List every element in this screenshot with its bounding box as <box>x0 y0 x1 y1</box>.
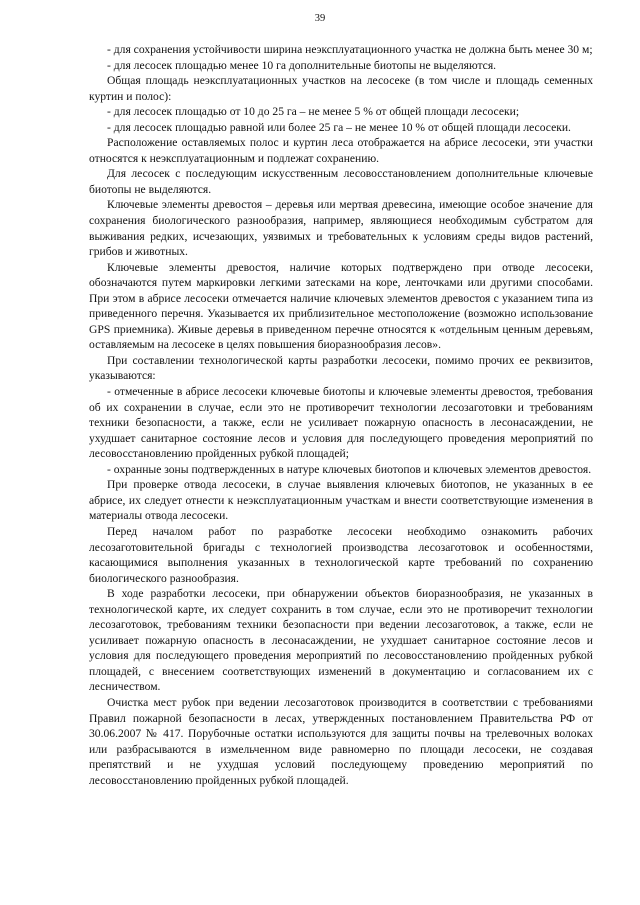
paragraph-tech-map-biotopes: - отмеченные в абрисе лесосеки ключевые биотопы и ключевые элементы древостоя, требования об их сохранении в случае, если это не противоречит технологии лесозаготовки и требованиям техники безопасности, а также, если не усиливает пожарную опасность в лесонасаждении, не ухудшает санитарное состояние лесов и условия для последующего проведения мероприятий по лесовосстановлению пройденных рубкой площадей; <box>89 385 593 461</box>
paragraph-tech-map-heading: При составлении технологической карты разработки лесосеки, помимо прочих ее реквизитов, указываются: <box>89 353 593 383</box>
paragraph-artificial-reforestation: Для лесосек с последующим искусственным лесовосстановлением дополнительные ключевые биотопы не выделяются. <box>89 167 593 196</box>
page-number: 39 <box>314 13 326 24</box>
paragraph-key-elements-definition: Ключевые элементы древостоя – деревья или мертвая древесина, имеющие особое значение для сохранения биологического разнообразия, например, являющиеся необходимым субстратом для выживания редких, исчезающих, уязвимых и требовательных к условиям среды видов растений, грибов и животных. <box>89 198 593 259</box>
document-body <box>89 42 593 788</box>
paragraph-area-25-plus: - для лесосек площадью равной или более 25 га – не менее 10 % от общей площади лесосеки. <box>107 120 571 134</box>
paragraph-width-rule: - для сохранения устойчивости ширина неэксплуатационного участка не должна быть менее 30 м; <box>107 43 593 56</box>
paragraph-strip-location: Расположение оставляемых полос и куртин леса отображается на абрисе лесосеки, эти участки относятся к неэксплуатационным и подлежат сохранению. <box>89 136 593 165</box>
paragraph-key-elements-marking: Ключевые элементы древостоя, наличие которых подтверждено при отводе лесосеки, обозначаются путем маркировки легкими затесками на коре, ленточками или другими способами. При этом в абрисе лесосеки отмечается наличие ключевых элементов древостоя с указанием типа из приведенного перечня. Указывается их приблизительное местоположение (возможно использование GPS приемника). Живые деревья в приведенном перечне относятся к «отдельным ценным деревьям, оставляемым на лесосеке в целях повышения биоразнообразия лесов». <box>89 260 593 352</box>
paragraph-allotment-check: При проверке отвода лесосеки, в случае выявления ключевых биотопов, не указанных в ее абрисе, их следует отнести к неэксплуатационным участкам и внести соответствующие изменения в материалы отвода лесосеки. <box>89 478 593 523</box>
paragraph-site-cleaning: Очистка мест рубок при ведении лесозаготовок производится в соответствии с требованиями Правил пожарной безопасности в лесах, утвержденных постановлением Правительства РФ от 30.06.2007 № 417. Порубочные остатки используются для защиты почвы на трелевочных волоках или разбрасываются в измельченном виде равномерно по площади лесосеки, не создавая препятствий и не ухудшая условий последующему проведению мероприятий по лесовосстановлению пройденных рубкой площадей. <box>89 695 593 787</box>
paragraph-total-area-heading: Общая площадь неэксплуатационных участков на лесосеке (в том числе и площадь семенных куртин и полос): <box>89 74 593 103</box>
paragraph-biodiversity-discovery: В ходе разработки лесосеки, при обнаружении объектов биоразнообразия, не указанных в технологической карте, их следует сохранить в том случае, если это не противоречит технологии лесозаготовок, требованиям техники безопасности при ведении лесозаготовок, а также, если не усиливает пожарную опасность в лесонасаждении, не ухудшает санитарное состояние лесов и условия для последующего проведения мероприятий по лесовосстановлению пройденных рубкой площадей, с внесением соответствующих изменений в документацию и согласованием их с лесничеством. <box>89 587 593 694</box>
paragraph-crew-briefing: Перед началом работ по разработке лесосеки необходимо ознакомить рабочих лесозаготовительной бригады с технологией производства лесозаготовок и особенностями, касающимися выполнения указанных в технологической карте требований по сохранению биологического разнообразия. <box>89 524 593 585</box>
paragraph-tech-map-protection-zones: - охранные зоны подтвержденных в натуре ключевых биотопов и ключевых элементов древостоя. <box>107 462 592 476</box>
paragraph-area-10-25: - для лесосек площадью от 10 до 25 га – не менее 5 % от общей площади лесосеки; <box>107 105 520 119</box>
paragraph-small-cutting-rule: - для лесосек площадью менее 10 га дополнительные биотопы не выделяются. <box>107 58 497 72</box>
